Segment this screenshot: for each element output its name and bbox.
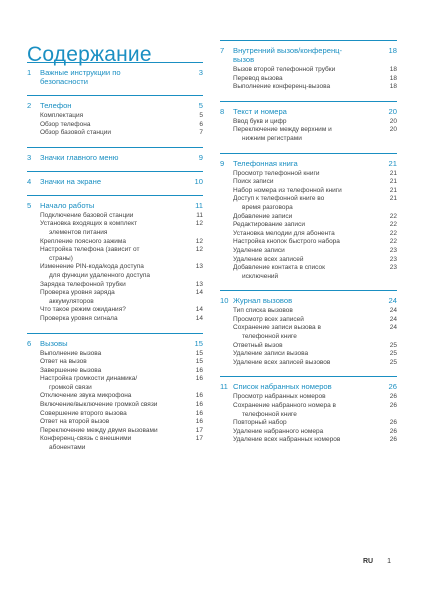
section-title-line: вызов <box>233 55 255 64</box>
entry-line: Удаление записи <box>233 246 285 254</box>
section-entries <box>220 66 397 92</box>
section-title <box>233 382 383 391</box>
entry-page-number: 16 <box>195 418 203 426</box>
toc-entry[interactable] <box>27 281 203 290</box>
entry-line: Сохранение записи вызова в <box>233 324 321 332</box>
toc-entry[interactable] <box>27 289 203 306</box>
entry-line: Включение/выключение громкой связи <box>40 401 158 409</box>
section-title-line: Вызовы <box>40 338 68 348</box>
entry-text <box>27 246 189 263</box>
section-heading[interactable] <box>220 159 397 168</box>
entry-page-number: 23 <box>389 246 397 254</box>
entry-line: Установка мелодии для абонента <box>233 229 335 237</box>
entry-line: Редактирование записи <box>233 221 305 229</box>
entry-page-number: 26 <box>389 427 397 435</box>
entry-page-number: 12 <box>195 237 203 245</box>
entry-page-number: 13 <box>195 280 203 288</box>
entry-page-number: 11 <box>196 211 203 219</box>
section-page-number: 10 <box>194 176 203 186</box>
toc-right-column <box>220 40 397 454</box>
section-title-line: Журнал вызовов <box>233 296 293 306</box>
toc-entry[interactable] <box>220 436 397 445</box>
entry-line: Обзор телефона <box>40 120 91 128</box>
entry-page-number: 17 <box>195 426 203 434</box>
toc-entry[interactable] <box>27 112 203 121</box>
entry-line: Ответный вызов <box>233 341 283 349</box>
toc-section <box>27 147 203 162</box>
section-page-number: 15 <box>194 338 203 348</box>
entry-line: громкой связи <box>49 383 92 391</box>
entry-text <box>220 213 383 222</box>
entry-line: нижним регистрами <box>242 134 302 142</box>
entry-text <box>27 315 189 324</box>
section-number: 1 <box>27 68 32 77</box>
toc-entry[interactable] <box>27 263 203 280</box>
entry-text <box>27 375 189 392</box>
entry-text <box>220 75 383 84</box>
toc-section <box>27 95 203 138</box>
section-title-line: Значки на экране <box>40 176 102 186</box>
entry-text <box>220 402 383 419</box>
entry-line: Просмотр телефонной книги <box>233 169 320 177</box>
section-page-number: 24 <box>388 296 397 306</box>
entry-page-number: 16 <box>195 409 203 417</box>
section-title <box>40 177 189 186</box>
section-heading[interactable] <box>27 177 203 186</box>
section-number: 6 <box>27 338 32 348</box>
section-title <box>40 153 189 162</box>
section-entries <box>27 212 203 324</box>
entry-text <box>220 170 383 179</box>
section-heading[interactable] <box>220 46 397 64</box>
entry-line: Установка входящих в комплект <box>40 220 138 228</box>
entry-line: аккумуляторов <box>49 297 94 305</box>
entry-text <box>220 126 383 143</box>
toc-entry[interactable] <box>27 121 203 130</box>
section-title-line: Начало работы <box>40 200 95 210</box>
toc-section <box>220 376 397 445</box>
section-title <box>40 68 189 86</box>
entry-line: время разговора <box>242 203 293 211</box>
toc-entry[interactable] <box>220 247 397 256</box>
section-heading[interactable] <box>27 101 203 110</box>
entry-text <box>27 410 189 419</box>
entry-text <box>27 289 189 306</box>
entry-line: Добавление записи <box>233 212 293 220</box>
entry-text <box>220 178 383 187</box>
section-page-number: 20 <box>388 106 397 116</box>
section-title <box>233 107 383 116</box>
entry-line: телефонной книге <box>242 333 297 341</box>
entry-page-number: 22 <box>389 212 397 220</box>
entry-page-number: 12 <box>195 220 203 228</box>
entry-line: Ввод букв и цифр <box>233 117 287 125</box>
section-page-number: 11 <box>195 200 203 210</box>
entry-line: Тип списка вызовов <box>233 307 293 315</box>
section-title-line: безопасности <box>40 77 89 86</box>
toc-section <box>220 290 397 367</box>
toc-entry[interactable] <box>27 315 203 324</box>
toc-entry[interactable] <box>220 213 397 222</box>
entry-text <box>220 247 383 256</box>
section-title-line: Список набранных номеров <box>233 382 332 392</box>
toc-entry[interactable] <box>220 307 397 316</box>
entry-line: Отключение звука микрофона <box>40 392 132 400</box>
toc-entry[interactable] <box>220 342 397 351</box>
toc-entry[interactable] <box>220 238 397 247</box>
entry-page-number: 15 <box>195 349 203 357</box>
toc-entry[interactable] <box>27 435 203 452</box>
toc-entry[interactable] <box>220 393 397 402</box>
section-title <box>233 296 383 305</box>
entry-text <box>220 221 383 230</box>
section-number: 4 <box>27 176 32 186</box>
section-title-line: Телефонная книга <box>233 158 298 168</box>
entry-line: Удаление всех записей <box>233 255 304 263</box>
section-number: 10 <box>220 296 229 306</box>
section-title-line: Текст и номера <box>233 106 287 116</box>
entry-page-number: 21 <box>389 195 397 203</box>
entry-text <box>220 359 383 368</box>
section-page-number: 21 <box>388 158 397 168</box>
toc-entry[interactable] <box>27 246 203 263</box>
entry-text <box>27 238 189 247</box>
entry-page-number: 18 <box>389 66 397 73</box>
entry-line: Просмотр набранных номеров <box>233 393 326 401</box>
page-number: 1 <box>387 558 391 565</box>
section-heading[interactable] <box>27 339 203 348</box>
entry-page-number: 13 <box>195 263 203 271</box>
entry-line: Настройка телефона (зависит от <box>40 246 140 254</box>
section-title <box>40 101 189 110</box>
toc-entry[interactable] <box>220 75 397 84</box>
section-number: 5 <box>27 200 32 210</box>
section-heading[interactable] <box>27 201 203 210</box>
section-title <box>40 339 189 348</box>
entry-page-number: 16 <box>195 375 203 383</box>
entry-page-number: 21 <box>389 178 397 186</box>
section-entries <box>27 112 203 138</box>
section-heading[interactable] <box>220 107 397 116</box>
entry-page-number: 26 <box>389 393 397 401</box>
entry-page-number: 22 <box>389 238 397 246</box>
section-heading[interactable] <box>27 153 203 162</box>
entry-text <box>27 350 189 359</box>
entry-line: Выполнение вызова <box>40 349 102 357</box>
entry-line: Перевод вызова <box>233 74 283 82</box>
entry-text <box>220 316 383 325</box>
section-number: 11 <box>220 382 228 392</box>
entry-text <box>220 264 383 281</box>
entry-page-number: 17 <box>195 435 203 443</box>
toc-entry[interactable] <box>220 256 397 265</box>
entry-line: исключений <box>242 272 279 280</box>
page-footer <box>363 558 391 565</box>
section-entries <box>220 307 397 367</box>
toc-entry[interactable] <box>27 129 203 138</box>
toc-section <box>220 101 397 144</box>
entry-page-number: 20 <box>389 126 397 134</box>
entry-text <box>27 281 189 290</box>
entry-line: Что такое режим ожидания? <box>40 306 126 314</box>
entry-line: Проверка уровня заряда <box>40 289 115 297</box>
entry-page-number: 25 <box>389 341 397 349</box>
entry-text <box>220 393 383 402</box>
entry-page-number: 16 <box>195 401 203 409</box>
entry-line: Удаление записи вызова <box>233 350 309 358</box>
entry-text <box>27 358 189 367</box>
section-number: 2 <box>27 101 32 110</box>
entry-text <box>27 367 189 376</box>
toc-section <box>27 333 203 453</box>
entry-text <box>27 263 189 280</box>
entry-page-number: 24 <box>389 324 397 332</box>
entry-text <box>27 129 189 138</box>
entry-page-number: 24 <box>389 315 397 323</box>
entry-text <box>220 195 383 212</box>
entry-line: Переключение между двумя вызовами <box>40 426 158 434</box>
toc-entry[interactable] <box>27 350 203 359</box>
toc-entry[interactable] <box>220 264 397 281</box>
entry-line: элементов питания <box>49 228 108 236</box>
section-title <box>233 46 383 64</box>
entry-line: Выполнение конференц-вызова <box>233 83 331 91</box>
entry-line: Просмотр всех записей <box>233 315 304 323</box>
toc-entry[interactable] <box>27 401 203 410</box>
toc-entry[interactable] <box>220 221 397 230</box>
entry-line: абонентами <box>49 444 86 452</box>
toc-section <box>220 40 397 92</box>
entry-page-number: 23 <box>389 255 397 263</box>
toc-entry[interactable] <box>220 66 397 75</box>
entry-text <box>27 401 189 410</box>
entry-line: Ответ на второй вызов <box>40 418 110 426</box>
toc-entry[interactable] <box>220 359 397 368</box>
entry-text <box>220 350 383 359</box>
entry-text <box>220 238 383 247</box>
page-title: Содержание <box>27 43 152 67</box>
entry-line: Поиск записи <box>233 178 274 186</box>
section-title-line: Телефон <box>40 101 72 110</box>
entry-text <box>27 306 189 315</box>
entry-text <box>220 118 383 127</box>
entry-page-number: 22 <box>389 221 397 229</box>
entry-page-number: 23 <box>389 264 397 272</box>
entry-line: Добавление контакта в список <box>233 264 325 272</box>
language-code: RU <box>363 558 374 565</box>
section-entries <box>220 118 397 144</box>
entry-line: Удаление всех набранных номеров <box>233 436 341 444</box>
toc-entry[interactable] <box>27 306 203 315</box>
section-page-number: 18 <box>388 46 397 55</box>
toc-entry[interactable] <box>220 324 397 341</box>
section-heading[interactable] <box>220 382 397 391</box>
entry-page-number: 26 <box>389 402 397 410</box>
entry-line: Конференц-связь с внешними <box>40 435 132 443</box>
entry-text <box>27 112 189 121</box>
entry-page-number: 18 <box>389 83 397 91</box>
entry-line: Сохранение набранного номера в <box>233 402 336 410</box>
entry-line: Крепление поясного зажима <box>40 237 127 245</box>
section-number: 8 <box>220 106 225 116</box>
entry-text <box>220 324 383 341</box>
section-page-number: 5 <box>198 101 203 110</box>
entry-line: Проверка уровня сигнала <box>40 314 118 322</box>
entry-line: Вызов второй телефонной трубки <box>233 66 336 73</box>
section-number: 7 <box>220 46 225 55</box>
entry-text <box>220 419 383 428</box>
entry-page-number: 20 <box>389 117 397 125</box>
toc-section <box>27 62 203 86</box>
entry-line: Обзор базовой станции <box>40 129 111 137</box>
entry-text <box>220 307 383 316</box>
entry-text <box>27 121 189 130</box>
entry-page-number: 24 <box>389 307 397 315</box>
section-heading[interactable] <box>27 68 203 86</box>
entry-page-number: 25 <box>389 350 397 358</box>
entry-page-number: 16 <box>195 392 203 400</box>
toc-entry[interactable] <box>27 418 203 427</box>
toc-entry[interactable] <box>27 392 203 401</box>
entry-line: Повторный набор <box>233 419 287 427</box>
entry-page-number: 15 <box>195 358 203 366</box>
toc-section <box>27 171 203 186</box>
section-page-number: 3 <box>198 68 203 77</box>
toc-entry[interactable] <box>220 195 397 212</box>
toc-entry[interactable] <box>220 126 397 143</box>
entry-line: Удаление всех записей вызовов <box>233 358 331 366</box>
section-entries <box>220 170 397 282</box>
entry-text <box>27 427 189 436</box>
section-title <box>40 201 189 210</box>
entry-text <box>27 418 189 427</box>
toc-entry[interactable] <box>27 427 203 436</box>
toc-section <box>220 153 397 282</box>
toc-entry[interactable] <box>220 178 397 187</box>
entry-line: Зарядка телефонной трубки <box>40 280 126 288</box>
entry-page-number: 12 <box>195 246 203 254</box>
toc-entry[interactable] <box>220 83 397 92</box>
entry-text <box>27 392 189 401</box>
entry-line: Доступ к телефонной книге во <box>233 195 325 203</box>
entry-text <box>220 66 383 75</box>
entry-line: Подключение базовой станции <box>40 211 134 219</box>
section-title <box>233 159 383 168</box>
section-page-number: 9 <box>198 152 203 162</box>
toc-left-column <box>27 62 203 462</box>
entry-line: Изменение PIN-кода/кода доступа <box>40 263 144 271</box>
toc-entry[interactable] <box>27 238 203 247</box>
entry-text <box>27 220 189 237</box>
section-entries <box>27 350 203 453</box>
entry-page-number: 22 <box>389 229 397 237</box>
entry-text <box>27 212 189 221</box>
entry-text <box>220 342 383 351</box>
toc-entry[interactable] <box>27 410 203 419</box>
entry-line: Настройка кнопок быстрого набора <box>233 238 340 246</box>
entry-page-number: 26 <box>389 436 397 444</box>
entry-text <box>27 435 189 452</box>
toc-entry[interactable] <box>220 402 397 419</box>
toc-entry[interactable] <box>27 212 203 221</box>
entry-line: Настройка громкости динамика/ <box>40 375 138 383</box>
entry-page-number: 6 <box>199 120 203 128</box>
toc-entry[interactable] <box>27 375 203 392</box>
entry-page-number: 14 <box>195 306 203 314</box>
section-title-line: Важные инструкции по <box>40 68 121 77</box>
entry-line: Совершение второго вызова <box>40 409 127 417</box>
toc-entry[interactable] <box>220 419 397 428</box>
entry-line: Ответ на вызов <box>40 358 87 366</box>
entry-line: Набор номера из телефонной книги <box>233 186 342 194</box>
toc-entry[interactable] <box>27 367 203 376</box>
entry-page-number: 21 <box>389 186 397 194</box>
entry-page-number: 16 <box>195 366 203 374</box>
section-entries <box>220 393 397 445</box>
entry-line: Комплектация <box>40 112 84 119</box>
entry-page-number: 18 <box>389 74 397 82</box>
entry-page-number: 25 <box>389 358 397 366</box>
entry-page-number: 21 <box>389 169 397 177</box>
toc-entry[interactable] <box>27 358 203 367</box>
entry-text <box>220 83 383 92</box>
section-title-line: Значки главного меню <box>40 152 119 162</box>
section-heading[interactable] <box>220 296 397 305</box>
toc-entry[interactable] <box>220 118 397 127</box>
toc-entry[interactable] <box>220 170 397 179</box>
toc-entry[interactable] <box>27 220 203 237</box>
entry-page-number: 14 <box>195 289 203 297</box>
section-page-number: 26 <box>388 382 397 392</box>
toc-entry[interactable] <box>220 350 397 359</box>
entry-text <box>220 256 383 265</box>
entry-page-number: 7 <box>199 129 203 137</box>
entry-page-number: 5 <box>199 112 203 119</box>
section-number: 3 <box>27 152 32 162</box>
entry-line: телефонной книге <box>242 410 297 418</box>
entry-line: Переключение между верхним и <box>233 126 332 134</box>
toc-entry[interactable] <box>220 316 397 325</box>
section-title-line: Внутренний вызов/конференц- <box>233 46 343 55</box>
entry-line: Удаление набранного номера <box>233 427 324 435</box>
entry-text <box>220 436 383 445</box>
entry-line: Завершение вызова <box>40 366 102 374</box>
entry-page-number: 14 <box>195 314 203 322</box>
entry-line: для функции удаленного доступа <box>49 271 151 279</box>
section-number: 9 <box>220 158 225 168</box>
entry-page-number: 26 <box>389 419 397 427</box>
toc-section <box>27 195 203 324</box>
entry-line: страны) <box>49 254 73 262</box>
